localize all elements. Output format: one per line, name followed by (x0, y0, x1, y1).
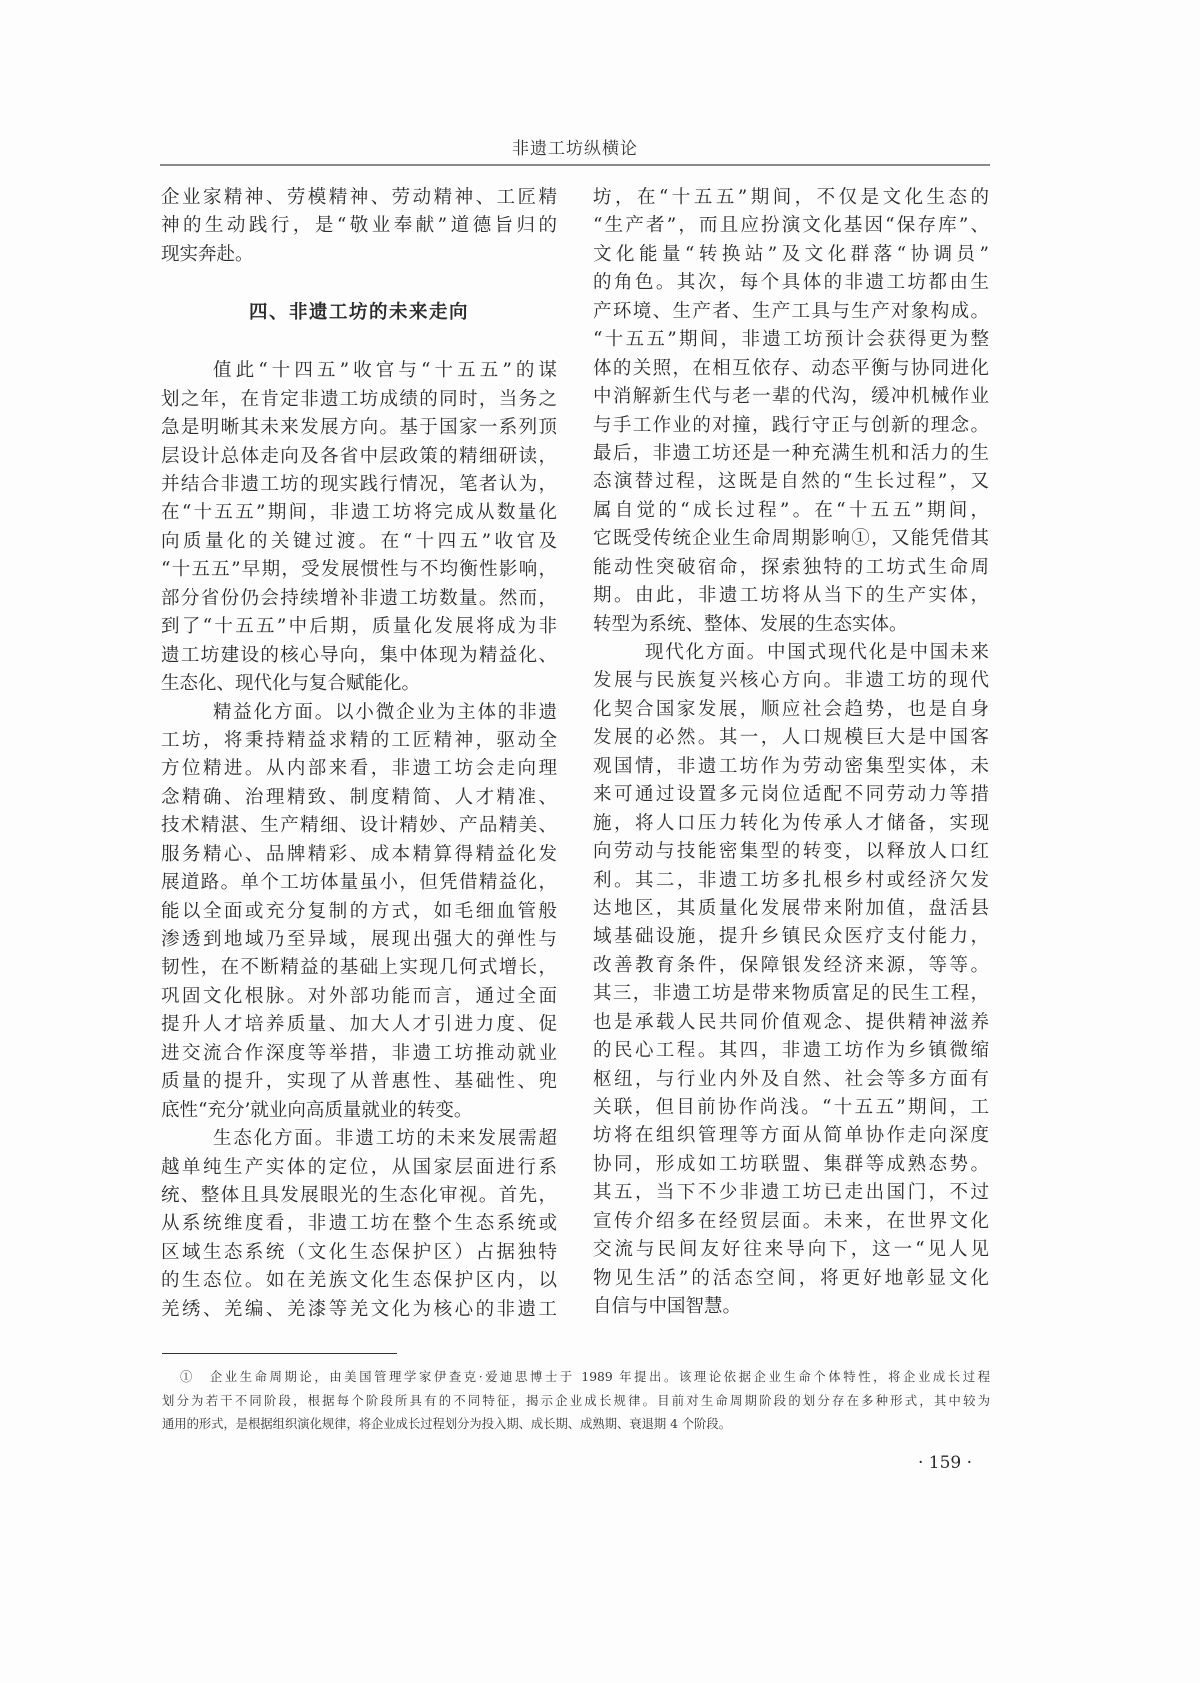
text-line: 底性“充分’就业向高质量就业的转变。 (161, 1099, 473, 1121)
text-line: 中消解新生代与老一辈的代沟，缓冲机械作业 (593, 386, 989, 408)
text-line: 现代化方面。中国式现代化是中国未来 (645, 642, 989, 663)
text-line: 的生态位。如在羌族文化生态保护区内，以 (161, 1270, 557, 1292)
text-line: 在“十五五”期间，非遗工坊将完成从数量化 (161, 502, 557, 524)
header-rule (160, 164, 990, 166)
text-line: 划之年，在肯定非遗工坊成绩的同时，当务之 (161, 388, 557, 410)
text-line: 越单纯生产实体的定位，从国家层面进行系 (161, 1156, 557, 1178)
text-line: 改善教育条件，保障银发经济来源，等等。 (593, 954, 989, 976)
text-line: 枢纽，与行业内外及自然、社会等多方面有 (593, 1068, 989, 1090)
text-line: 工坊，将秉持精益求精的工匠精神，驱动全 (161, 729, 557, 751)
paragraph (593, 639, 989, 1322)
text-line: 韧性，在不断精益的基础上实现几何式增长， (161, 957, 557, 979)
text-line: 能动性突破宿命，探索独特的工坊式生命周 (593, 556, 989, 578)
left-column (161, 184, 557, 1324)
text-line: 服务精心、品牌精彩、成本精算得精益化发 (161, 843, 557, 865)
text-line: 向劳动与技能密集型的转变，以释放人口红 (593, 841, 989, 863)
text-line: 进交流合作深度等举措，非遗工坊推动就业 (161, 1042, 557, 1064)
text-line: 关联，但目前协作尚浅。“十五五”期间，工 (593, 1097, 989, 1118)
text-line: 坊将在组织管理等方面从简单协作走向深度 (593, 1125, 989, 1147)
footnote (162, 1366, 990, 1437)
text-line: 其三，非遗工坊是带来物质富足的民生工程， (593, 983, 989, 1005)
text-line: 到了“十五五”中后期，质量化发展将成为非 (161, 616, 557, 638)
text-line: 态演替过程，这既是自然的“生长过程”，又 (593, 471, 989, 493)
paragraph (593, 184, 989, 639)
section-heading: 四、非遗工坊的未来走向 (248, 302, 469, 324)
text-line: “生产者”，而且应扮演文化基因“保存库”、 (593, 215, 989, 237)
text-line: 的角色。其次，每个具体的非遗工坊都由生 (593, 272, 989, 294)
text-line: 文化能量“转换站”及文化群落“协调员” (593, 243, 989, 265)
text-line: 发展的必然。其一，人口规模巨大是中国客 (593, 727, 989, 749)
text-line: 自信与中国智慧。 (593, 1296, 742, 1318)
paragraph (161, 357, 557, 698)
text-line: 并结合非遗工坊的现实践行情况，笔者认为， (161, 474, 557, 495)
text-line: 急是明晰其未来发展方向。基于国家一系列顶 (161, 417, 557, 439)
text-line: 提升人才培养质量、加大人才引进力度、促 (161, 1014, 557, 1036)
text-line: 部分省份仍会持续增补非遗工坊数量。然而， (161, 587, 557, 609)
text-line: 观国情，非遗工坊作为劳动密集型实体，未 (593, 755, 989, 777)
page-number: · 159 · (917, 1453, 973, 1473)
text-line: 化契合国家发展，顺应社会趋势，也是自身 (593, 698, 989, 720)
text-line: 宣传介绍多在经贸层面。未来，在世界文化 (593, 1210, 989, 1232)
text-line: 质量的提升，实现了从普惠性、基础性、兜 (161, 1071, 557, 1093)
text-line: 期。由此，非遗工坊将从当下的生产实体， (593, 585, 989, 607)
text-line: 坊，在“十五五”期间，不仅是文化生态的 (593, 187, 989, 208)
text-line: 也是承载人民共同价值观念、提供精神滋养 (593, 1011, 989, 1033)
text-line: 遗工坊建设的核心导向，集中体现为精益化、 (161, 644, 557, 666)
text-line: 能以全面或充分复制的方式，如毛细血管般 (161, 900, 557, 922)
text-line: 技术精湛、生产精细、设计精妙、产品精美、 (161, 815, 557, 837)
text-line: 精益化方面。以小微企业为主体的非遗 (213, 701, 557, 723)
text-line: 其五，当下不少非遗工坊已走出国门，不过 (593, 1182, 989, 1204)
text-line: 从系统维度看，非遗工坊在整个生态系统或 (161, 1213, 557, 1235)
text-line: 转型为系统、整体、发展的生态实体。 (593, 613, 908, 635)
text-line: 巩固文化根脉。对外部功能而言，通过全面 (161, 985, 557, 1007)
text-line: 交流与民间友好往来导向下，这一“见人见 (593, 1239, 989, 1261)
text-line: 物见生活”的活态空间，将更好地彰显文化 (593, 1267, 989, 1289)
text-line: 来可通过设置多元岗位适配不同劳动力等措 (593, 784, 989, 806)
paragraph (161, 184, 557, 269)
text-line: “十五五”早期，受发展惯性与不均衡性影响， (161, 559, 557, 581)
text-line: 最后，非遗工坊还是一种充满生机和活力的生 (593, 442, 989, 464)
text-line: 向质量化的关键过渡。在“十四五”收官及 (161, 530, 557, 552)
text-line: 展道路。单个工坊体量虽小，但凭借精益化， (161, 872, 557, 894)
text-line: 协同，形成如工坊联盟、集群等成熟态势。 (593, 1153, 989, 1175)
footnote-line: 划分为若干不同阶段，根据每个阶段所具有的不同特征，揭示企业成长规律。目前对生命周期阶段的划分存在多种形式，其中较为 (162, 1393, 990, 1408)
text-line: 域基础设施，提升乡镇民众医疗支付能力， (593, 926, 989, 948)
footnote-rule (162, 1353, 397, 1354)
text-line: 层设计总体走向及各省中层政策的精细研读， (161, 445, 557, 467)
text-line: “十五五”期间，非遗工坊预计会获得更为整 (593, 329, 989, 351)
text-line: 生态化、现代化与复合赋能化。 (161, 673, 421, 695)
paragraph (161, 699, 557, 1126)
paragraph (161, 1125, 557, 1324)
text-line: 它既受传统企业生命周期影响①，又能凭借其 (593, 528, 989, 550)
text-line: 达地区，其质量化发展带来附加值，盘活县 (593, 897, 989, 919)
text-line: 利。其二，非遗工坊多扎根乡村或经济欠发 (593, 869, 989, 891)
text-line: 现实奔赴。 (161, 243, 254, 265)
footnote-line: 通用的形式，是根据组织演化规律，将企业成长过程划分为投入期、成长期、成熟期、衰退期 4 个阶段。 (162, 1417, 732, 1431)
text-line: 念精确、治理精致、制度精简、人才精准、 (161, 786, 557, 808)
text-line: 发展与民族复兴核心方向。非遗工坊的现代 (593, 670, 989, 692)
text-line: 方位精进。从内部来看，非遗工坊会走向理 (161, 758, 557, 780)
text-line: 与手工作业的对撞，践行守正与创新的理念。 (593, 414, 989, 436)
text-line: 产环境、生产者、生产工具与生产对象构成。 (593, 300, 989, 322)
text-line: 企业家精神、劳模精神、劳动精神、工匠精 (161, 187, 557, 208)
text-line: 生态化方面。非遗工坊的未来发展需超 (213, 1128, 557, 1150)
footnote-line: ① 企业生命周期论，由美国管理学家伊查克·爱迪思博士于 1989 年提出。该理论依据企业生命个体特性，将企业成长过程 (180, 1370, 990, 1384)
right-column (593, 184, 989, 1322)
text-line: 区域生态系统（文化生态保护区）占据独特 (161, 1241, 557, 1263)
text-line: 神的生动践行，是“敬业奉献”道德旨归的 (161, 215, 557, 237)
text-line: 属自觉的“成长过程”。在“十五五”期间， (593, 499, 989, 521)
text-line: 渗透到地域乃至异域，展现出强大的弹性与 (161, 929, 557, 950)
text-line: 羌绣、羌编、羌漆等羌文化为核心的非遗工 (161, 1298, 557, 1320)
text-line: 体的关照，在相互依存、动态平衡与协同进化 (593, 357, 989, 379)
text-line: 值此“十四五”收官与“十五五”的谋 (213, 360, 557, 382)
text-line: 的民心工程。其四，非遗工坊作为乡镇微缩 (593, 1040, 989, 1062)
text-line: 施，将人口压力转化为传承人才储备，实现 (593, 812, 989, 834)
running-title: 非遗工坊纵横论 (512, 139, 638, 159)
text-line: 统、整体且具发展眼光的生态化审视。首先， (161, 1184, 557, 1206)
